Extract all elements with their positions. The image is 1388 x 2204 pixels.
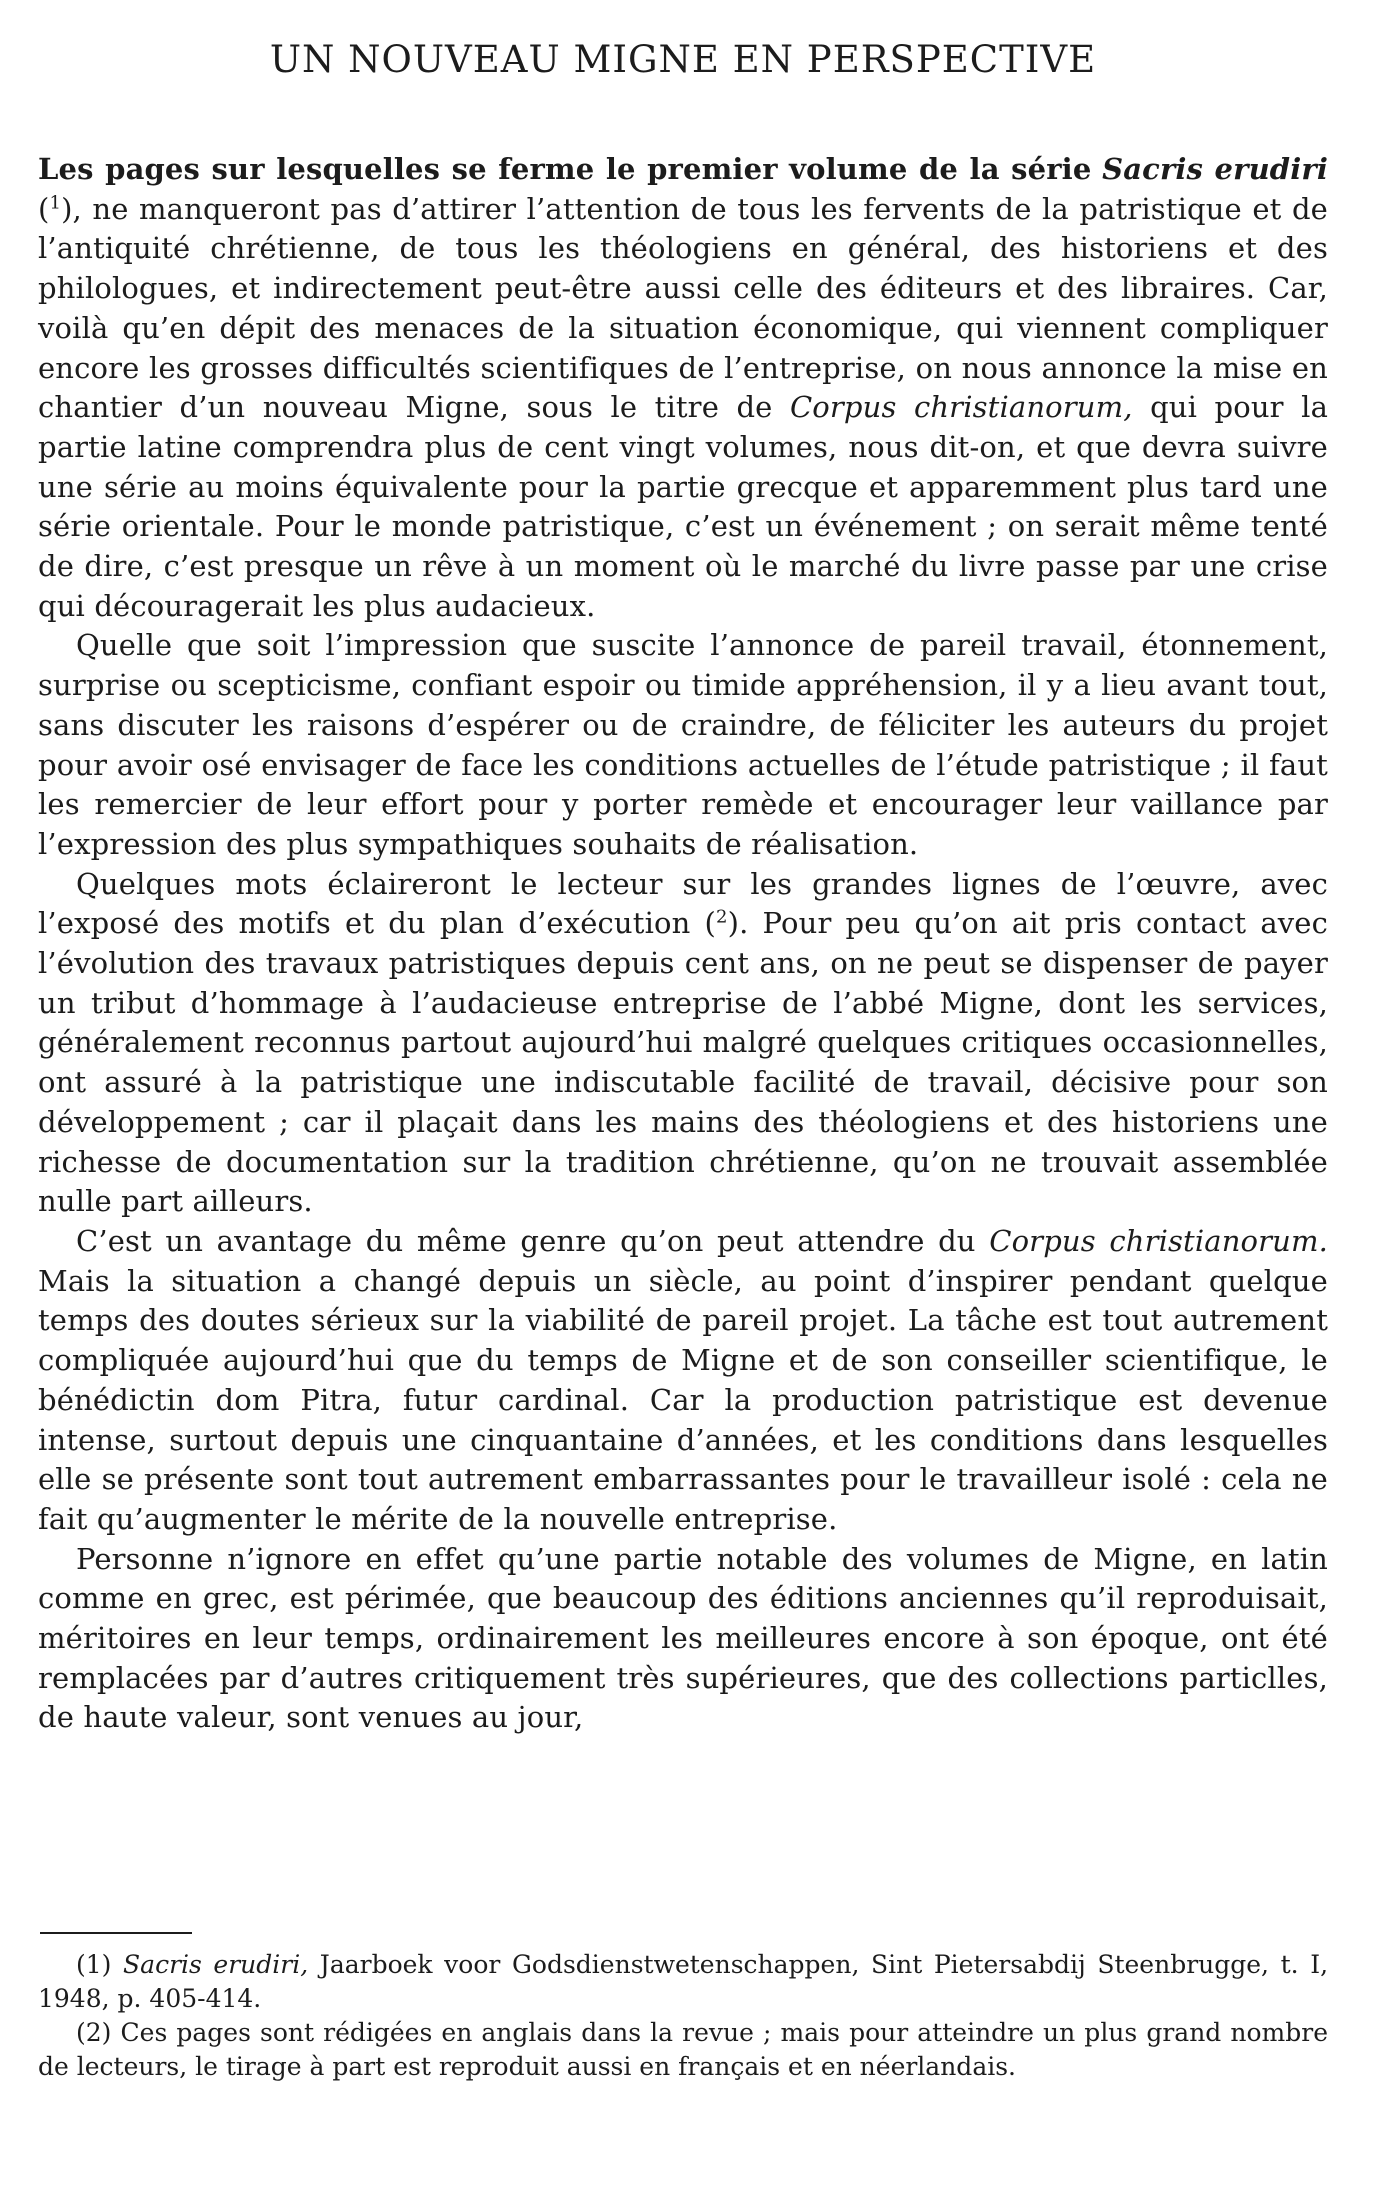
- paragraph-2: Quelle que soit l’impression que suscite l’annonce de pareil travail, étonnement, surprise ou scepticisme, confiant espoir ou timide appréhension, il y a lieu avant tout, sans discuter les raisons d’espérer ou de craindre, de féliciter les auteurs du projet pour avoir osé envisager de face les conditions actuelles de l’étude patristique ; il faut les remercier de leur effort pour y porter remède et encourager leur vaillance par l’expression des plus sympathiques souhaits de réalisation.: [38, 628, 1328, 861]
- footnotes: [38, 1948, 1328, 2084]
- paragraph-1-text-b: qui pour la partie latine comprendra plus de cent vingt volumes, nous dit-on, et que devra suivre une série au moins équivalente pour la partie grecque et apparemment plus tard une série orientale. Pour le monde patristique, c’est un événement ; on serait même tenté de dire, c’est presque un rêve à un moment où le marché du livre passe par une crise qui découragerait les plus audacieux.: [38, 390, 1329, 623]
- body-text: [38, 150, 1328, 1738]
- footnote-1-title: Sacris erudiri,: [123, 1950, 309, 1979]
- footnote-2: [38, 2016, 1328, 2084]
- paragraph-4-text-b: Mais la situation a changé depuis un siècle, au point d’inspirer pendant quelque temps des doutes sérieux sur la viabilité de pareil projet. La tâche est tout autrement compliquée aujourd’hui que du temps de Migne et de son conseiller scientifique, le bénédictin dom Pitra, futur cardinal. Car la production patristique est devenue intense, surtout depuis une cinquantaine d’années, et les conditions dans lesquelles elle se présente sont tout autrement embarrassantes pour le travailleur isolé : cela ne fait qu’augmenter le mérite de la nouvelle entreprise.: [38, 1263, 1328, 1536]
- footnote-ref-1[interactable]: 1: [49, 192, 62, 214]
- paragraph-3-text-a: Quelques mots éclaireront le lecteur sur les grandes lignes de l’œuvre, avec l’exposé des motifs et du plan d’exécution: [38, 866, 1328, 941]
- paragraph-3-text-b: . Pour peu qu’on ait pris contact avec l’évolution des travaux patristiques depuis cent ans, on ne peut se dispenser de payer un tribut d’hommage à l’audacieuse entreprise de l’abbé Migne, dont les services, généralement reconnus partout aujourd’hui malgré quelques critiques occasionnelles, ont assuré à la patristique une indiscutable facilité de travail, décisive pour son développement ; car il plaçait dans les mains des théologiens et des historiens une richesse de documentation sur la tradition chrétienne, qu’on ne trouvait assemblée nulle part ailleurs.: [38, 906, 1328, 1219]
- footnote-ref-2[interactable]: 2: [716, 906, 728, 928]
- journal-title-sacris-erudiri: Sacris erudiri: [1102, 152, 1328, 186]
- footnote-1-text: Jaarboek voor Godsdienstwetenschappen, Sint Pietersabdij Steenbrugge, t. I, 1948, p. 405-414.: [38, 1950, 1329, 2013]
- paragraph-1-text-a: , ne manqueront pas d’attirer l’attention de tous les fervents de la patristique et de l’antiquité chrétienne, de tous les théologiens en général, des historiens et des philologues, et indirectement peut-être aussi celle des éditeurs et des libraires. Car, voilà qu’en dépit des menaces de la situation économique, qui viennent compliquer encore les grosses difficultés scientifiques de l’entreprise, on nous annonce la mise en chantier d’un nouveau Migne, sous le titre de: [38, 191, 1328, 425]
- paragraph-5: Personne n’ignore en effet qu’une partie notable des volumes de Migne, en latin comme en grec, est périmée, que beaucoup des éditions anciennes qu’il reproduisait, méritoires en leur temps, ordinairement les meilleures encore à son époque, ont été remplacées par d’autres critiquement très supérieures, que des collections particlles, de haute valeur, sont venues au jour,: [38, 1541, 1328, 1735]
- footnote-divider: [40, 1932, 192, 1934]
- page-title: UN NOUVEAU MIGNE EN PERSPECTIVE: [269, 38, 1097, 81]
- paragraph-3: Quelques mots éclaireront le lecteur sur les grandes lignes de l’œuvre, avec l’exposé des motifs et du plan d’exécution ($^2$). Pour peu qu’on ait pris contact avec l’évolution des travaux patristiques depuis cent ans, on ne peut se dispenser de payer un tribut d’hommage à l’audacieuse entreprise de l’abbé Migne, dont les services, généralement reconnus partout aujourd’hui malgré quelques critiques occasionnelles, ont assuré à la patristique une indiscutable facilité de travail, décisive pour son développement ; car il plaçait dans les mains des théologiens et des historiens une richesse de documentation sur la tradition chrétienne, qu’on ne trouvait assemblée nulle part ailleurs.: [38, 866, 1328, 1219]
- footnote-2-text: Ces pages sont rédigées en anglais dans la revue ; mais pour atteindre un plus grand nombre de lecteurs, le tirage à part est reproduit aussi en français et en néerlandais.: [38, 2018, 1329, 2081]
- corpus-christianorum-title-2: Corpus christianorum.: [989, 1223, 1328, 1258]
- paragraph-4: [38, 1222, 1328, 1540]
- paragraph-4-text-a: C’est un avantage du même genre qu’on peut attendre du: [76, 1223, 976, 1258]
- footnote-1: [38, 1948, 1328, 2016]
- footnote-2-number: (2): [76, 2018, 112, 2047]
- paragraph-1-bold-lead: Les pages sur lesquelles se ferme le premier volume de la série: [38, 152, 1092, 186]
- paragraph-1: Les pages sur lesquelles se ferme le premier volume de la série Sacris erudiri ($^1$), ne manqueront pas d’attirer l’attention de tous les fervents de la patristique et de l’antiquité chrétienne, de tous les théologiens en général, des historiens et des philologues, et indirectement peut-être aussi celle des éditeurs et des libraires. Car, voilà qu’en dépit des menaces de la situation économique, qui viennent compliquer encore les grosses difficultés scientifiques de l’entreprise, on nous annonce la mise en chantier d’un nouveau Migne, sous le titre de Corpus christianorum, qui pour la partie latine comprendra plus de cent vingt volumes, nous dit-on, et que devra suivre une série au moins équivalente pour la partie grecque et apparemment plus tard une série orientale. Pour le monde patristique, c’est un événement ; on serait même tenté de dire, c’est presque un rêve à un moment où le marché du livre passe par une crise qui découragerait les plus audacieux.: [38, 152, 1329, 623]
- corpus-christianorum-title: Corpus christianorum,: [789, 390, 1133, 425]
- footnote-1-number: (1): [76, 1950, 112, 1979]
